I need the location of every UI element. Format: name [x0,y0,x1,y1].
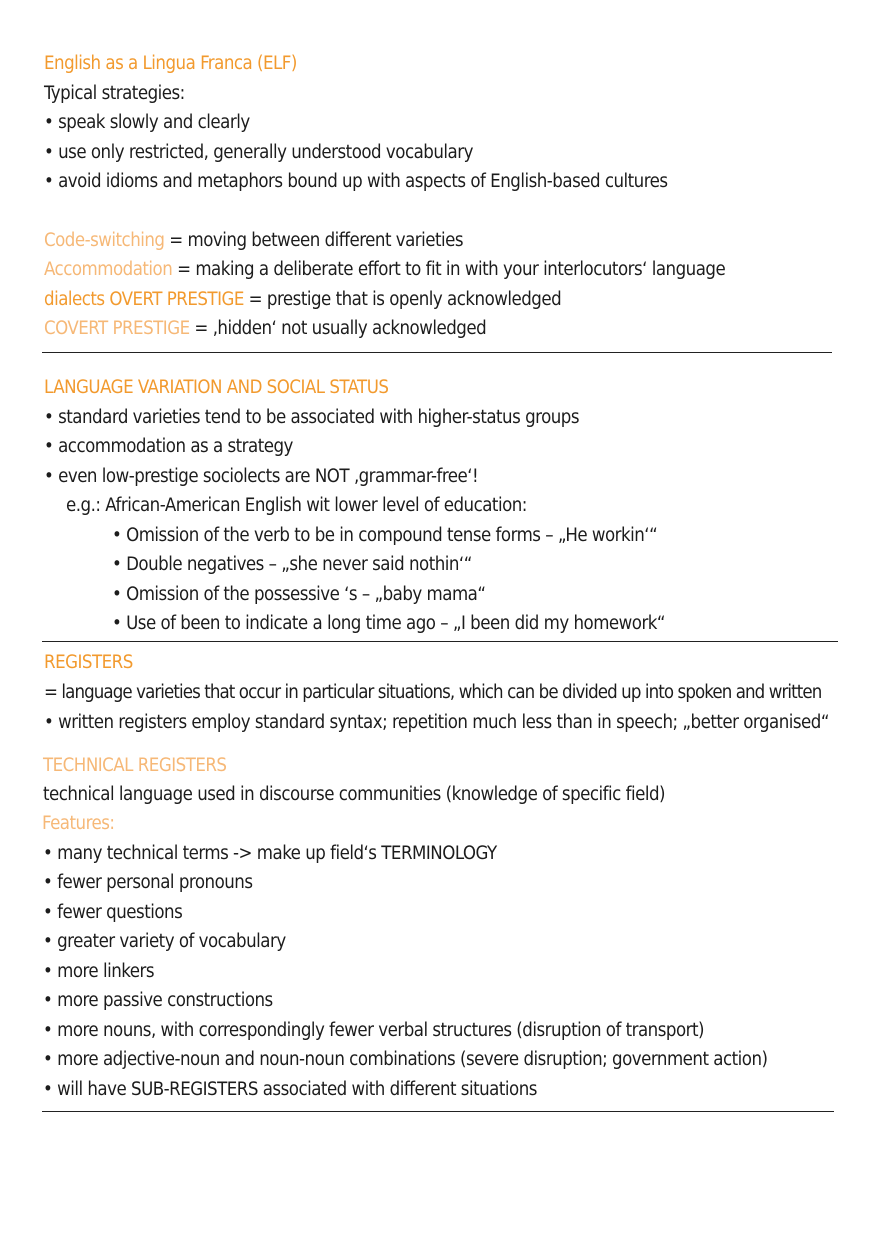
list-item: • written registers employ standard syntax; repetition much less than in speech; „better organised“ [44,712,829,733]
term-covert-prestige [44,317,486,341]
term-accommodation [44,258,725,282]
list-item: • more nouns, with correspondingly fewer verbal structures (disruption of transport) [43,1020,704,1041]
list-item: • more adjective-noun and noun-noun combinations (severe disruption; government action) [43,1049,768,1070]
example-item: • Double negatives – „she never said nothin‘“ [112,554,472,575]
variation-heading: LANGUAGE VARIATION AND SOCIAL STATUS [44,377,389,398]
list-item: • use only restricted, generally understood vocabulary [44,142,473,163]
term-label: COVERT PRESTIGE [44,318,190,339]
term-definition: = moving between different varieties [164,230,464,251]
section-divider [42,641,838,642]
example-item: • Omission of the possessive ‘s – „baby mama“ [112,584,486,605]
elf-heading: English as a Lingua Franca (ELF) [44,53,297,74]
term-label: dialects OVERT PRESTIGE [44,289,244,310]
term-definition: = making a deliberate effort to fit in with your interlocutors‘ language [172,259,726,280]
term-label: Accommodation [44,259,173,280]
list-item: • accommodation as a strategy [44,436,293,457]
section-divider [42,1111,834,1112]
registers-heading: REGISTERS [44,652,133,673]
list-item: • more passive constructions [43,990,273,1011]
term-overt-prestige [44,288,561,312]
term-code-switching [44,229,463,253]
list-item: • more linkers [43,961,154,982]
example-intro: e.g.: African-American English wit lower level of education: [66,495,527,516]
term-definition: = prestige that is openly acknowledged [243,289,562,310]
list-item: • fewer personal pronouns [43,872,253,893]
list-item: • many technical terms -> make up field‘s TERMINOLOGY [43,843,497,864]
registers-definition: = language varieties that occur in particular situations, which can be divided up into spoken and written [44,682,822,703]
elf-intro: Typical strategies: [44,83,185,104]
list-item: • speak slowly and clearly [44,112,250,133]
term-definition: = ‚hidden‘ not usually acknowledged [189,318,487,339]
features-label: Features: [42,813,115,834]
list-item: • will have SUB-REGISTERS associated with different situations [43,1079,537,1100]
technical-heading: TECHNICAL REGISTERS [43,755,227,776]
list-item: • standard varieties tend to be associated with higher-status groups [44,407,580,428]
technical-intro: technical language used in discourse communities (knowledge of specific field) [43,784,666,805]
term-label: Code-switching [44,230,165,251]
example-item: • Use of been to indicate a long time ago – „I been did my homework“ [112,613,666,634]
list-item: • even low-prestige sociolects are NOT ‚grammar-free‘! [44,466,479,487]
example-item: • Omission of the verb to be in compound tense forms – „He workin‘“ [112,525,658,546]
section-divider [42,352,832,353]
list-item: • greater variety of vocabulary [43,931,286,952]
list-item: • fewer questions [43,902,183,923]
list-item: • avoid idioms and metaphors bound up with aspects of English-based cultures [44,171,668,192]
